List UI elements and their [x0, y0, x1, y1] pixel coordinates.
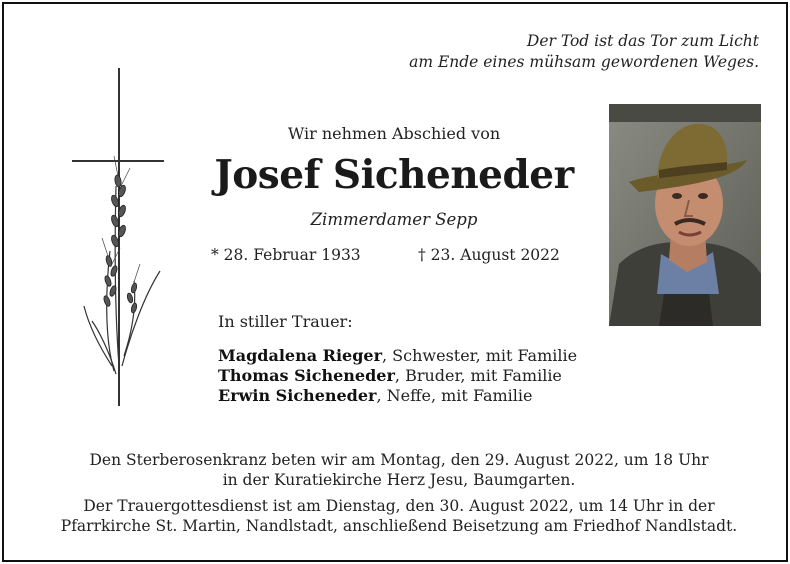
service-line-1: Der Trauergottesdienst ist am Dienstag, den 30. August 2022, um 14 Uhr in der — [83, 497, 715, 515]
service-announcement — [14, 496, 784, 536]
deceased-nickname: Zimmerdamer Sepp — [310, 210, 478, 229]
motto-quote — [339, 31, 759, 73]
list-item — [218, 346, 577, 366]
motto-line-2: am Ende eines mühsam gewordenen Weges. — [409, 53, 759, 71]
list-item — [218, 366, 577, 386]
death-date: † 23. August 2022 — [418, 246, 560, 264]
mourner-relation: , Schwester, mit Familie — [382, 346, 578, 365]
list-item — [218, 386, 577, 406]
deceased-name: Josef Sicheneder — [214, 152, 574, 198]
rosary-line-2: in der Kuratiekirche Herz Jesu, Baumgarten. — [222, 471, 576, 489]
mourner-relation: , Neffe, mit Familie — [376, 386, 533, 405]
rosary-line-1: Den Sterberosenkranz beten wir am Montag, den 29. August 2022, um 18 Uhr — [89, 451, 709, 469]
farewell-intro: Wir nehmen Abschied von — [287, 124, 501, 143]
cross-with-wheat-icon — [64, 66, 174, 411]
mourner-relation: , Bruder, mit Familie — [394, 366, 562, 385]
mourners-list — [218, 346, 577, 406]
birth-date: * 28. Februar 1933 — [211, 246, 361, 264]
motto-line-1: Der Tod ist das Tor zum Licht — [526, 32, 759, 50]
mourner-name: Thomas Sicheneder — [218, 366, 395, 385]
mourner-name: Magdalena Rieger — [218, 346, 382, 365]
obituary-notice — [2, 2, 788, 562]
mourning-label: In stiller Trauer: — [218, 312, 353, 331]
portrait-photo — [609, 104, 761, 326]
rosary-announcement — [14, 450, 784, 490]
mourner-name: Erwin Sicheneder — [218, 386, 377, 405]
service-line-2: Pfarrkirche St. Martin, Nandlstadt, anschließend Beisetzung am Friedhof Nandlstadt. — [60, 517, 738, 535]
